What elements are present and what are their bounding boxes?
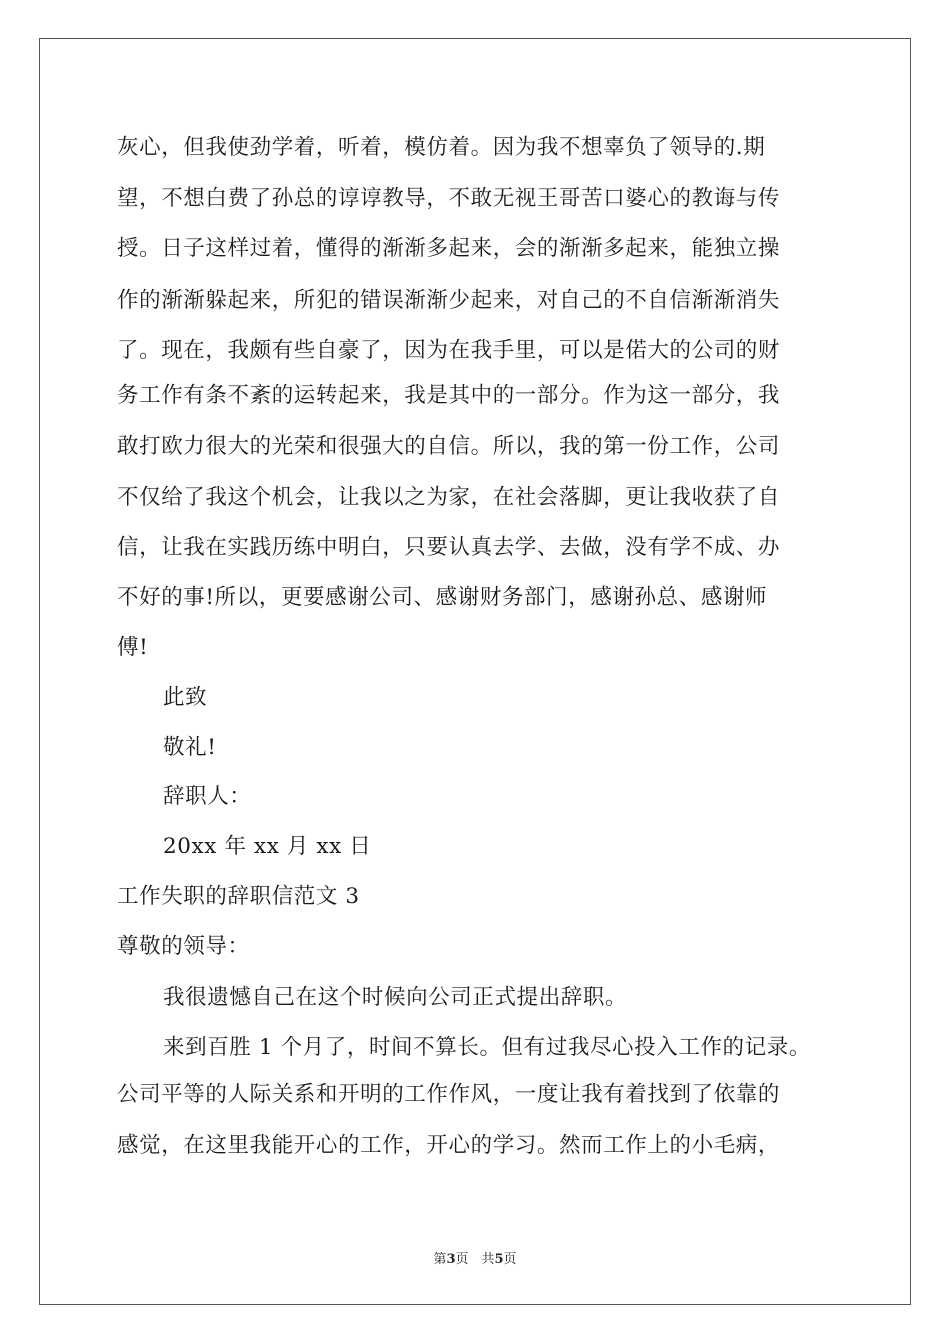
- page-current: 3: [446, 1252, 456, 1267]
- body-line: 望，不想白费了孙总的谆谆教导，不敢无视王哥苦口婆心的教诲与传: [117, 186, 781, 211]
- closing-salute: 敬礼!: [163, 735, 217, 760]
- page-mid: 页 共: [455, 1252, 495, 1267]
- closing-greeting: 此致: [163, 685, 208, 710]
- body-line: 信，让我在实践历练中明白，只要认真去学、去做，没有学不成、办: [117, 535, 781, 560]
- page-footer: [0, 1248, 950, 1267]
- body-line: 感觉，在这里我能开心的工作，开心的学习。然而工作上的小毛病，: [117, 1133, 781, 1158]
- body-line: 来到百胜 1 个月了，时间不算长。但有过我尽心投入工作的记录。: [163, 1035, 811, 1060]
- body-line: 务工作有条不紊的运转起来，我是其中的一部分。作为这一部分，我: [117, 383, 781, 408]
- salutation: 尊敬的领导：: [117, 934, 250, 959]
- body-line: 授。日子这样过着，懂得的渐渐多起来，会的渐渐多起来，能独立操: [117, 236, 781, 261]
- page-suffix: 页: [503, 1252, 517, 1267]
- body-line: 作的渐渐躲起来，所犯的错误渐渐少起来，对自己的不自信渐渐消失: [117, 288, 781, 313]
- body-line: 不仅给了我这个机会，让我以之为家，在社会落脚，更让我收获了自: [117, 485, 781, 510]
- body-line: 不好的事!所以，更要感谢公司、感谢财务部门，感谢孙总、感谢师: [117, 585, 768, 610]
- body-line: 傅!: [117, 635, 149, 660]
- section-title: 工作失职的辞职信范文 3: [117, 884, 360, 909]
- signature-label: 辞职人：: [163, 784, 252, 809]
- page-border: [39, 38, 911, 1305]
- page-total: 5: [494, 1252, 504, 1267]
- letter-date: 20xx 年 xx 月 xx 日: [163, 834, 372, 859]
- body-line: 了。现在，我颇有些自豪了，因为在我手里，可以是偌大的公司的财: [117, 338, 781, 363]
- body-line: 公司平等的人际关系和开明的工作作风，一度让我有着找到了依靠的: [117, 1082, 781, 1107]
- page-prefix: 第: [433, 1252, 447, 1267]
- body-line: 我很遗憾自己在这个时候向公司正式提出辞职。: [163, 985, 628, 1010]
- body-line: 灰心，但我使劲学着，听着，模仿着。因为我不想辜负了领导的.期: [117, 135, 766, 160]
- body-line: 敢打欧力很大的光荣和很强大的自信。所以，我的第一份工作，公司: [117, 434, 781, 459]
